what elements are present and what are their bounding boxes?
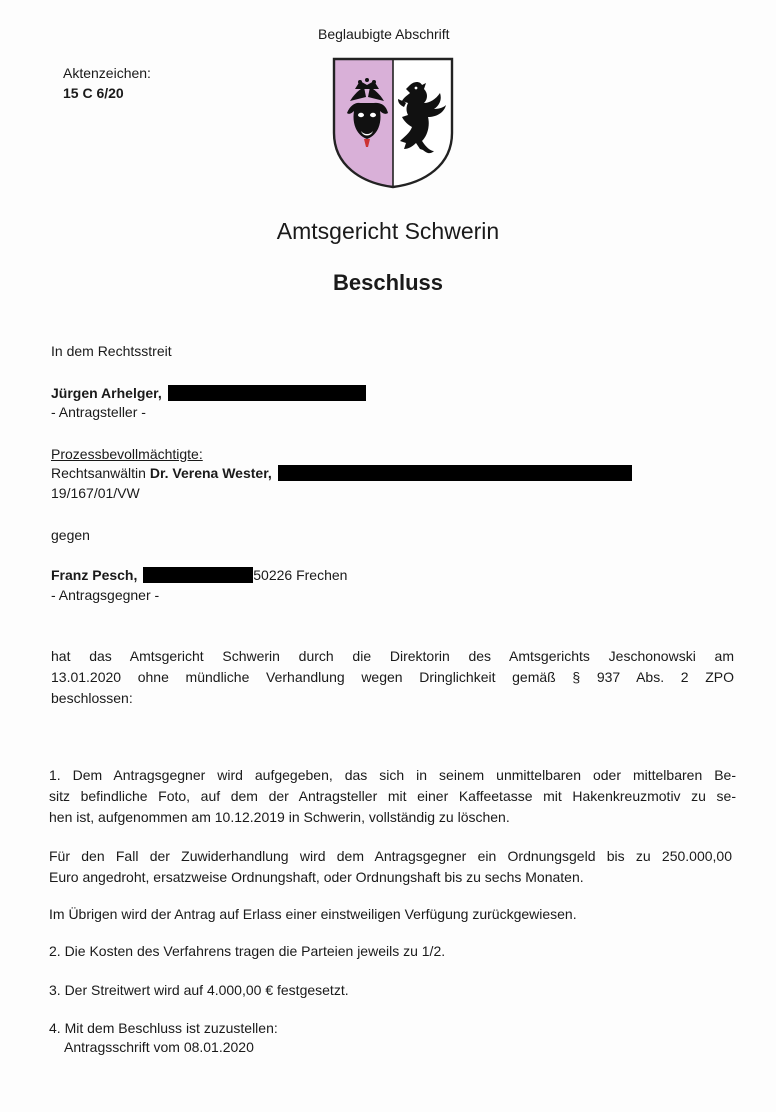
ruling-item-4-detail: Antragsschrift vom 08.01.2020 bbox=[64, 1039, 254, 1055]
decision-intro bbox=[51, 646, 734, 709]
redaction-bar bbox=[278, 465, 632, 481]
applicant-role: - Antragsteller - bbox=[51, 404, 146, 420]
ruling-line: sitz befindliche Foto, auf dem der Antragsteller mit einer Kaffeetasse mit Hakenkreuzmotiv zu se- bbox=[49, 788, 736, 804]
redaction-bar bbox=[143, 567, 253, 583]
ruling-item-3: 3. Der Streitwert wird auf 4.000,00 € festgesetzt. bbox=[49, 982, 349, 998]
counsel-name: Dr. Verena Wester, bbox=[149, 465, 272, 481]
penalty-line: Euro angedroht, ersatzweise Ordnungshaft, oder Ordnungshaft bis zu sechs Monaten. bbox=[49, 869, 584, 885]
coat-of-arms-icon bbox=[330, 55, 456, 190]
ruling-line: 1. Dem Antragsgegner wird aufgegeben, das sich in seinem unmittelbaren oder mittelbaren Be- bbox=[49, 767, 736, 783]
applicant-line bbox=[51, 384, 366, 402]
ruling-item-2: 2. Die Kosten des Verfahrens tragen die Parteien jeweils zu 1/2. bbox=[49, 943, 446, 959]
respondent-line bbox=[51, 566, 347, 584]
dismissal-paragraph: Im Übrigen wird der Antrag auf Erlass einer einstweiligen Verfügung zurückgewiesen. bbox=[49, 906, 577, 922]
document-title: Beschluss bbox=[332, 270, 444, 295]
decision-intro-line: 13.01.2020 ohne mündliche Verhandlung wegen Dringlichkeit gemäß § 937 Abs. 2 ZPO bbox=[51, 669, 734, 685]
penalty-paragraph bbox=[49, 846, 732, 888]
redaction-bar bbox=[168, 385, 366, 401]
court-name: Amtsgericht Schwerin bbox=[276, 218, 500, 244]
versus-label: gegen bbox=[51, 527, 90, 543]
file-number-label: Aktenzeichen: bbox=[63, 65, 151, 81]
ruling-line: hen ist, aufgenommen am 10.12.2019 in Schwerin, vollständig zu löschen. bbox=[49, 809, 510, 825]
certified-copy-label: Beglaubigte Abschrift bbox=[318, 26, 450, 42]
decision-intro-line: hat das Amtsgericht Schwerin durch die Direktorin des Amtsgerichts Jeschonowski am bbox=[51, 648, 734, 664]
counsel-prefix: Rechtsanwältin bbox=[51, 465, 146, 481]
counsel-heading: Prozessbevollmächtigte: bbox=[51, 446, 203, 462]
respondent-role: - Antragsgegner - bbox=[51, 587, 160, 603]
penalty-line: Für den Fall der Zuwiderhandlung wird dem Antragsgegner ein Ordnungsgeld bis zu 250.000,00 bbox=[49, 848, 732, 864]
decision-intro-line: beschlossen: bbox=[51, 690, 133, 706]
case-intro: In dem Rechtsstreit bbox=[51, 343, 172, 359]
respondent-name: Franz Pesch, bbox=[51, 567, 138, 583]
applicant-name: Jürgen Arhelger, bbox=[51, 385, 162, 401]
file-number: 15 C 6/20 bbox=[63, 85, 124, 101]
ruling-item-4: 4. Mit dem Beschluss ist zuzustellen: bbox=[49, 1020, 278, 1036]
counsel-reference: 19/167/01/VW bbox=[51, 485, 140, 501]
counsel-line bbox=[51, 464, 632, 482]
respondent-city: 50226 Frechen bbox=[253, 567, 348, 583]
ruling-item-1 bbox=[49, 765, 736, 828]
